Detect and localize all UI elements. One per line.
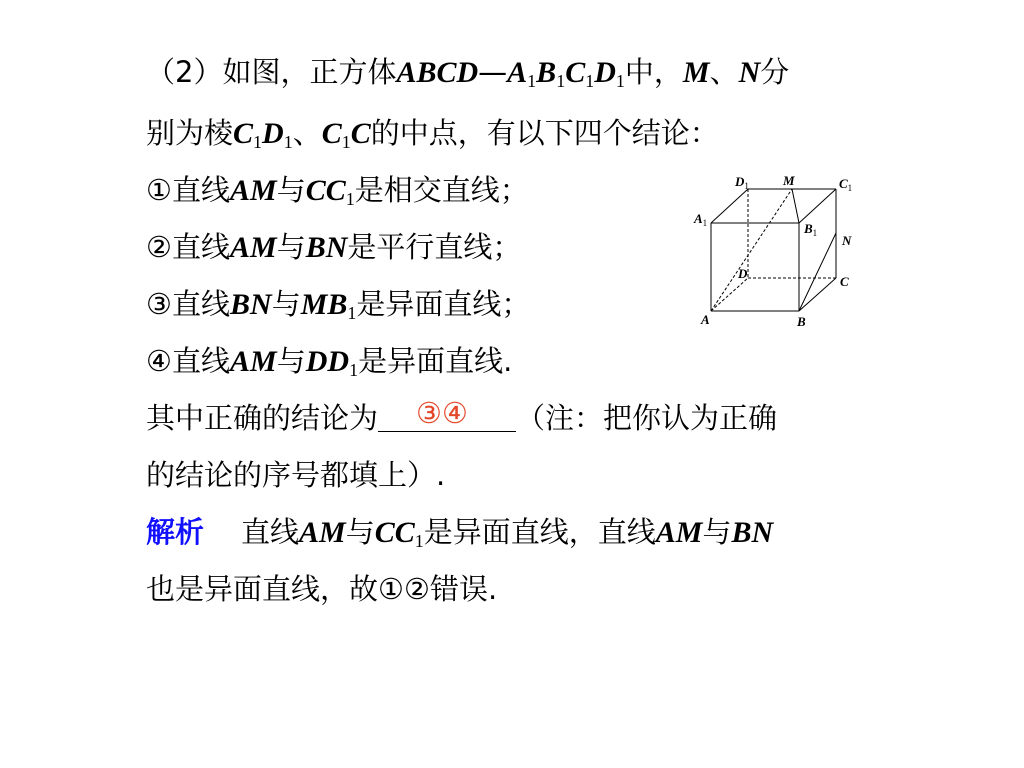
label-B1: $B_1$ [804,221,818,238]
statement-3: ③直线BN与$MB_1$是异面直线； [146,287,531,323]
label-A1: $A_1$ [694,211,708,228]
segment-A-M [711,189,792,311]
label-D1: $D_1$ [735,174,749,191]
label-M: M [783,173,795,188]
solution-line-1: 解析 直线AM与$CC_1$是异面直线，直线AM与BN [146,515,774,551]
question-line: 其中正确的结论为 ③④ （注：把你认为正确 [146,398,777,438]
label-D: D [738,266,748,281]
problem-line-1: （2）如图，正方体$ABCD—A_1B_1C_1D_1$中，M、N分 [146,55,790,91]
label-N: N [842,233,852,248]
label-A: A [701,312,710,327]
label-C1: $C_1$ [839,176,853,193]
statement-1: ①直线AM与$CC_1$是相交直线； [146,173,529,209]
question-line-2: 的结论的序号都填上）. [146,458,446,492]
edge-A-D [711,278,748,311]
cube-figure [690,168,865,333]
statement-4: ④直线AM与$DD_1$是异面直线. [146,344,513,380]
solution-label: 解析 [146,515,205,549]
answer-text: ③④ [416,396,469,430]
answer-blank [378,396,516,432]
label-B: B [797,314,806,329]
edge-B-C [799,278,836,311]
statement-2: ②直线AM与BN是平行直线； [146,230,522,264]
segment-B-N [799,233,836,311]
segment-M-B1 [792,189,799,223]
edge-B1-C1 [799,189,836,223]
solution-line-2: 也是异面直线，故①②错误. [146,572,498,606]
edge-A1-D1 [711,189,748,223]
label-C: C [840,274,849,289]
problem-line-2: 别为棱$C_1D_1$、$C_1C$的中点，有以下四个结论： [146,116,719,152]
